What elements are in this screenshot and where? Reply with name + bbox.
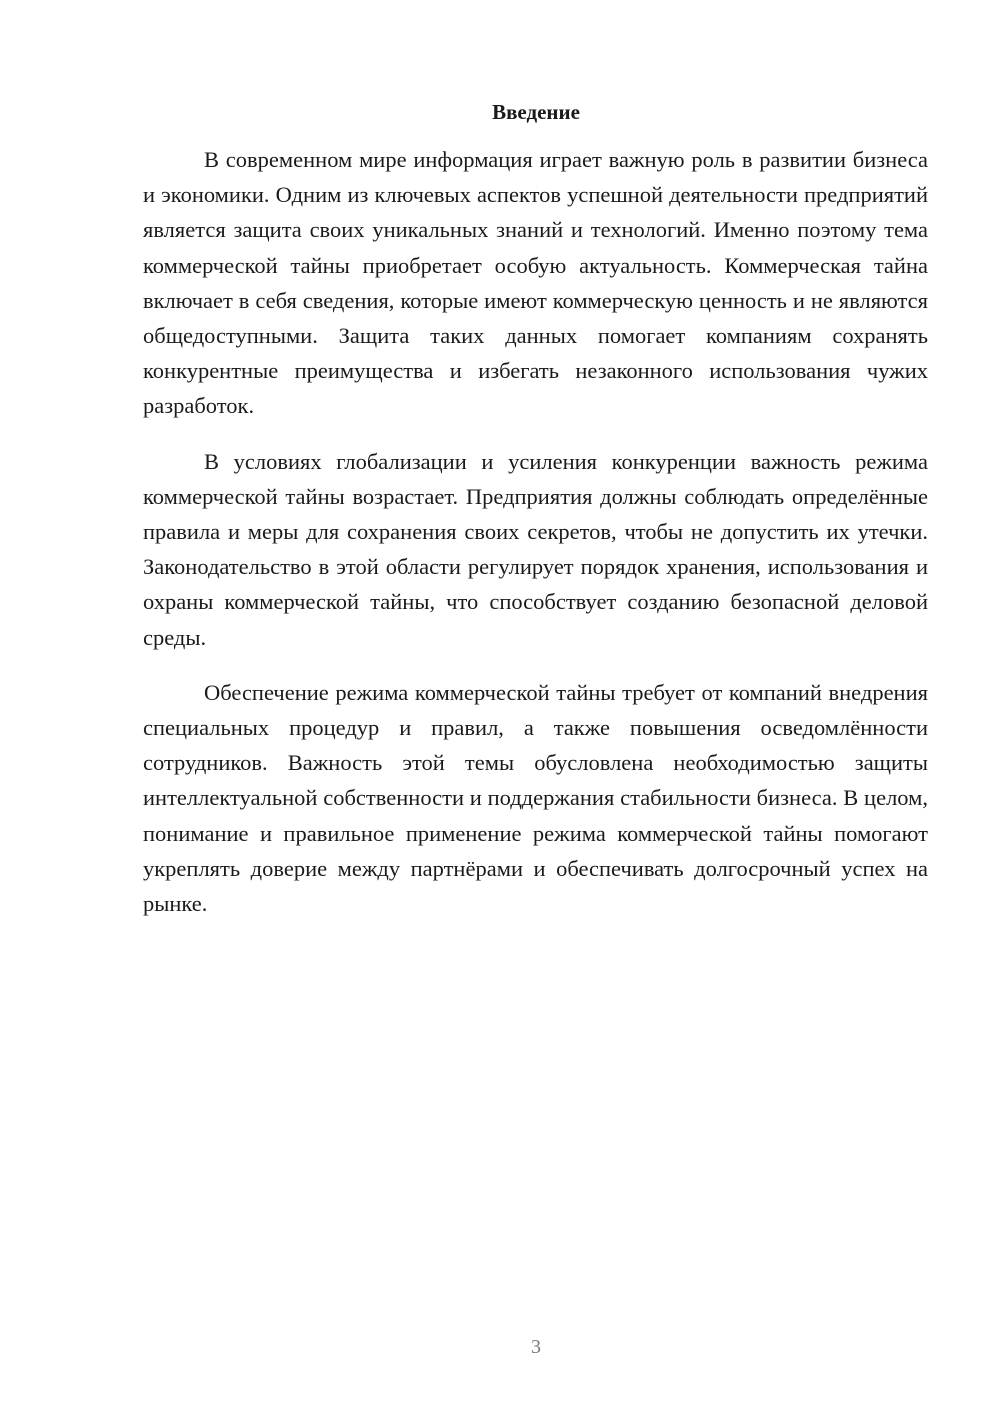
paragraph-3: Обеспечение режима коммерческой тайны требует от компаний внедрения специальных процедур и правил, а также повышения осведомлённости сотрудников. Важность этой темы обусловлена необходимостью защиты интеллектуальной собственности и поддержания стабильности бизнеса. В целом, понимание и правильное применение режима коммерческой тайны помогают укреплять доверие между партнёрами и обеспечивать долгосрочный успех на рынке. bbox=[143, 679, 928, 917]
page-title: Введение bbox=[492, 100, 580, 124]
document-body bbox=[143, 142, 928, 941]
paragraph-1: В современном мире информация играет важную роль в развитии бизнеса и экономики. Одним из ключевых аспектов успешной деятельности предприятий является защита своих уникальных знаний и технологий. Именно поэтому тема коммерческой тайны приобретает особую актуальность. Коммерческая тайна включает в себя сведения, которые имеют коммерческую ценность и не являются общедоступными. Защита таких данных помогает компаниям сохранять конкурентные преимущества и избегать незаконного использования чужих разработок. bbox=[143, 147, 928, 419]
page-number: 3 bbox=[531, 1336, 541, 1358]
paragraph-2: В условиях глобализации и усиления конкуренции важность режима коммерческой тайны возрастает. Предприятия должны соблюдать определённые правила и меры для сохранения своих секретов, чтобы не допустить их утечки. Законодательство в этой области регулирует порядок хранения, использования и охраны коммерческой тайны, что способствует созданию безопасной деловой среды. bbox=[143, 448, 928, 650]
